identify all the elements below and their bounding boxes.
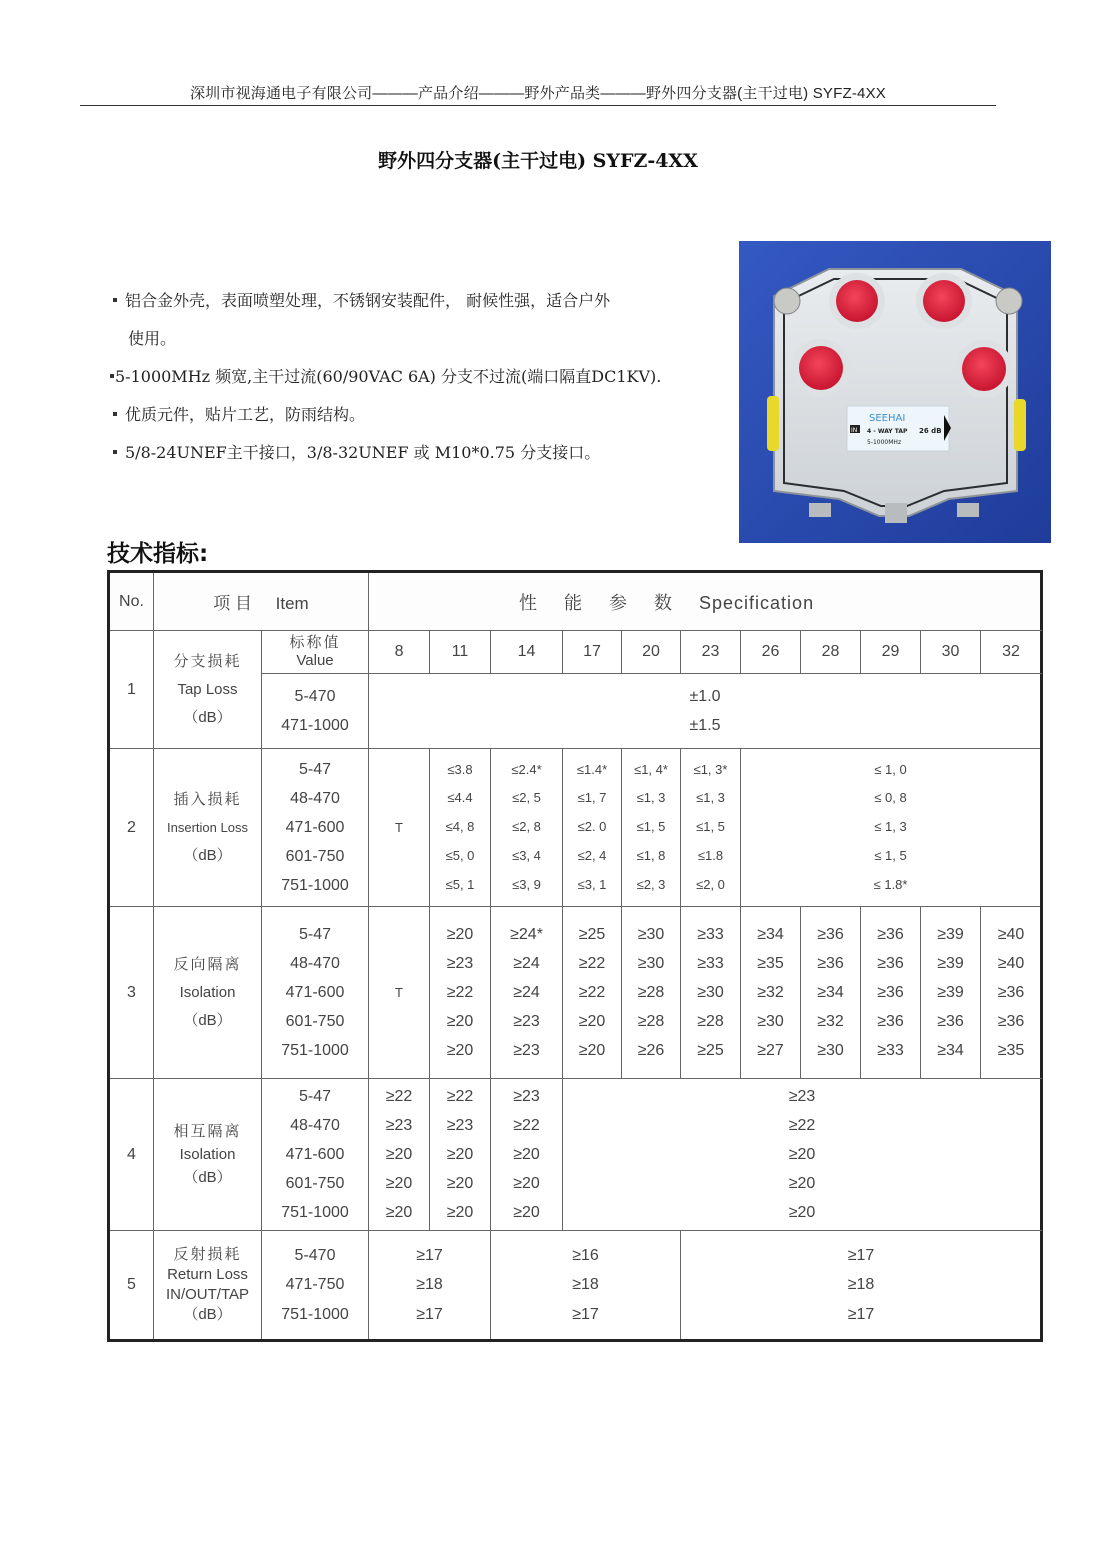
value-cell bbox=[491, 749, 563, 907]
value-header: 26 bbox=[741, 631, 801, 674]
header-spec-char: 数 bbox=[654, 592, 674, 613]
value-header: 20 bbox=[622, 631, 681, 674]
cell-line: ≥36 bbox=[817, 926, 844, 943]
cell-line: ≥23 bbox=[788, 1088, 816, 1105]
cell-line: ≥24 bbox=[513, 984, 540, 1001]
row-name bbox=[154, 749, 262, 907]
feature-item bbox=[110, 396, 730, 434]
cell-line: ≥30 bbox=[757, 1013, 784, 1030]
cell-line: 48-470 bbox=[290, 790, 340, 807]
cell-line: 751-1000 bbox=[281, 1305, 349, 1323]
cell-line: ≤1, 3 bbox=[696, 790, 725, 806]
cell-line: ≤ 1, 5 bbox=[874, 847, 907, 863]
group-value-cell bbox=[491, 1231, 681, 1341]
cell-line: ≥23 bbox=[513, 1088, 540, 1105]
value-cell bbox=[563, 749, 622, 907]
cell-line: ≥39 bbox=[937, 926, 964, 943]
row-name-cn: 反向隔离 bbox=[173, 955, 242, 973]
header-item-en: Item bbox=[275, 594, 309, 613]
cell-line: ≥20 bbox=[446, 1175, 474, 1192]
header-rule bbox=[80, 105, 996, 106]
cell-line: ≥20 bbox=[513, 1146, 540, 1163]
value-header: 30 bbox=[921, 631, 981, 674]
value-cell bbox=[369, 1079, 430, 1231]
value-cell bbox=[491, 907, 563, 1079]
cell-line: ≥22 bbox=[446, 1088, 474, 1105]
cell-line: ≥20 bbox=[446, 1013, 474, 1030]
running-header: 深圳市视海通电子有限公司———产品介绍———野外产品类———野外四分支器(主干过电) SYFZ-4XX bbox=[189, 85, 887, 102]
cell-line: ≥36 bbox=[877, 984, 904, 1001]
cell-line: ≥22 bbox=[446, 984, 474, 1001]
photo-model: 4 - WAY TAP bbox=[867, 428, 908, 435]
cell-line: ≥33 bbox=[877, 1042, 904, 1059]
row-name-en: Isolation bbox=[179, 983, 236, 1001]
cell-line: 601-750 bbox=[285, 1013, 345, 1030]
cell-line: ≤3, 4 bbox=[512, 847, 541, 863]
cell-line: ≤2, 0 bbox=[696, 876, 725, 892]
row-name bbox=[154, 1231, 262, 1341]
nominal-cn: 标称值 bbox=[289, 634, 341, 651]
header-no: No. bbox=[109, 572, 154, 631]
value-cell bbox=[681, 907, 741, 1079]
cell-line: ≥22 bbox=[385, 1088, 413, 1105]
cell-line: ≥36 bbox=[877, 1013, 904, 1030]
row-unit: （dB） bbox=[183, 846, 232, 864]
table-row bbox=[109, 749, 1042, 907]
cell-line: ≥17 bbox=[416, 1305, 443, 1323]
value: ±1.0 bbox=[689, 688, 721, 705]
cell-line: ≥20 bbox=[385, 1175, 413, 1192]
cell-line: 751-1000 bbox=[281, 1042, 349, 1059]
range: 5-470 bbox=[294, 688, 336, 705]
value-header: 28 bbox=[801, 631, 861, 674]
header-spec-en: Specification bbox=[699, 592, 815, 613]
cell-line: ≥36 bbox=[937, 1013, 964, 1030]
range-cell bbox=[262, 1231, 369, 1341]
cell-line: 48-470 bbox=[290, 955, 340, 972]
cell-line: ≥20 bbox=[578, 1042, 606, 1059]
header-specification bbox=[369, 572, 1042, 631]
cell-line: 751-1000 bbox=[281, 1204, 349, 1221]
cell-line: ≥22 bbox=[513, 1117, 540, 1134]
cell-line: ≤1.4* bbox=[576, 761, 608, 777]
nominal-en: Value bbox=[296, 652, 334, 669]
value-cell: T bbox=[369, 749, 430, 907]
bullet-icon bbox=[113, 412, 117, 416]
cell-line: 5-47 bbox=[298, 761, 332, 778]
cell-line: ≥20 bbox=[446, 1042, 474, 1059]
cell-line: ≥33 bbox=[697, 926, 724, 943]
merged-value-cell bbox=[741, 749, 1042, 907]
cell-line: 471-750 bbox=[285, 1276, 345, 1294]
cell-line: ≥23 bbox=[513, 1042, 540, 1059]
value-cell bbox=[801, 907, 861, 1079]
cell-line: ≥30 bbox=[637, 926, 665, 943]
cell-line: ≥24* bbox=[510, 926, 543, 943]
cell-line: ≥20 bbox=[788, 1175, 816, 1192]
cell-line: ≥20 bbox=[446, 1146, 474, 1163]
cell-line: 601-750 bbox=[285, 1175, 345, 1192]
range-cell bbox=[262, 907, 369, 1079]
feature-text: 5-1000MHz 频宽,主干过流(60/90VAC 6A) 分支不过流(端口隔直DC1KV). bbox=[115, 367, 662, 386]
cell-line: ≥36 bbox=[877, 926, 904, 943]
feature-text: 优质元件，贴片工艺，防雨结构。 bbox=[125, 405, 366, 424]
row-number: 5 bbox=[109, 1231, 154, 1341]
table-row-values bbox=[109, 631, 1042, 674]
cell-line: ≥20 bbox=[788, 1146, 816, 1163]
value-cell bbox=[430, 907, 491, 1079]
cell-line: ≥34 bbox=[937, 1042, 964, 1059]
value-cell bbox=[861, 907, 921, 1079]
cell-line: ≤5, 0 bbox=[445, 847, 475, 863]
cell-line: ≥39 bbox=[937, 984, 964, 1001]
value-cell bbox=[921, 907, 981, 1079]
cell-line: 751-1000 bbox=[281, 877, 349, 894]
bullet-icon bbox=[113, 450, 117, 454]
cell-line: ≥22 bbox=[578, 984, 606, 1001]
cell-line: ≤2. 0 bbox=[577, 819, 607, 835]
cell-line: ≤5, 1 bbox=[445, 876, 475, 892]
cell-line: ≥20 bbox=[446, 926, 474, 943]
cell-line: ≥35 bbox=[997, 1042, 1025, 1059]
cell-line: ≤ 1, 3 bbox=[874, 819, 907, 835]
cell-line: ≥28 bbox=[637, 1013, 665, 1030]
row-name-en: Tap Loss bbox=[177, 680, 238, 698]
row-unit: （dB） bbox=[183, 1169, 232, 1186]
cell-line: ≤1, 5 bbox=[636, 819, 666, 835]
cell-line: ≥20 bbox=[513, 1175, 540, 1192]
product-photo bbox=[739, 241, 1051, 543]
row-unit: （dB） bbox=[183, 1306, 232, 1323]
row-name-en-ports: IN/OUT/TAP bbox=[165, 1286, 250, 1303]
cell-line: ≥39 bbox=[937, 955, 964, 972]
cell-line: ≥22 bbox=[578, 955, 606, 972]
cell-line: ≥34 bbox=[757, 926, 784, 943]
cell-line: ≥22 bbox=[788, 1117, 816, 1134]
table-header-row bbox=[109, 572, 1042, 631]
cell-line: 471-600 bbox=[285, 819, 345, 836]
value-header: 17 bbox=[563, 631, 622, 674]
table-row bbox=[109, 1079, 1042, 1231]
cell-line: ≥40 bbox=[997, 926, 1025, 943]
cell-line: ≥20 bbox=[385, 1146, 413, 1163]
row-number: 4 bbox=[109, 1079, 154, 1231]
value-cell bbox=[741, 907, 801, 1079]
value-header: 29 bbox=[861, 631, 921, 674]
feature-text: 使用。 bbox=[128, 329, 177, 348]
feature-item-continued bbox=[110, 320, 730, 358]
photo-in-label: IN bbox=[851, 427, 858, 434]
header-item-cn: 项 目 bbox=[213, 594, 253, 613]
merged-value-cell bbox=[563, 1079, 1042, 1231]
cell-line: ≥25 bbox=[697, 1042, 724, 1059]
value-cell bbox=[981, 907, 1042, 1079]
value-cell bbox=[622, 907, 681, 1079]
feature-text: 5/8-24UNEF主干接口，3/8-32UNEF 或 M10*0.75 分支接口。 bbox=[125, 443, 601, 462]
value-cell bbox=[430, 1079, 491, 1231]
cell-line: ≤4, 8 bbox=[445, 819, 475, 835]
cell-line: ≤3.8 bbox=[447, 761, 473, 777]
row-name-cn: 插入损耗 bbox=[173, 790, 242, 808]
bullet-icon bbox=[110, 374, 114, 378]
cell-line: ≥20 bbox=[385, 1204, 413, 1221]
cell-line: ≥20 bbox=[578, 1013, 606, 1030]
value-cell bbox=[622, 749, 681, 907]
cell-line: ≥34 bbox=[817, 984, 844, 1001]
cell-line: ≥35 bbox=[757, 955, 784, 972]
range: 471-1000 bbox=[281, 717, 349, 734]
row-number: 3 bbox=[109, 907, 154, 1079]
cell-line: ≥20 bbox=[788, 1204, 816, 1221]
cell-line: ≥27 bbox=[757, 1042, 784, 1059]
cell-line: ≥30 bbox=[817, 1042, 844, 1059]
value-header: 32 bbox=[981, 631, 1042, 674]
row-name-cn: 相互隔离 bbox=[173, 1123, 242, 1140]
cell-line: 48-470 bbox=[290, 1117, 340, 1134]
row-name-cn: 分支损耗 bbox=[173, 652, 242, 670]
cell-line: ≤2.4* bbox=[511, 761, 542, 777]
cell-line: ≥23 bbox=[513, 1013, 540, 1030]
cell-line: ≤2, 3 bbox=[636, 876, 666, 892]
cell-line: ≥32 bbox=[757, 984, 784, 1001]
row-name bbox=[154, 631, 262, 749]
cell-line: ≥23 bbox=[446, 1117, 474, 1134]
cell-line: ≥33 bbox=[697, 955, 724, 972]
photo-band: 5-1000MHz bbox=[867, 439, 902, 446]
value-header: 14 bbox=[491, 631, 563, 674]
table-row bbox=[109, 1231, 1042, 1341]
cell-line: ≥36 bbox=[817, 955, 844, 972]
header-item bbox=[154, 572, 369, 631]
cell-line: ≥17 bbox=[572, 1305, 599, 1323]
cell-line: ≤2, 4 bbox=[577, 847, 607, 863]
cell-line: 5-470 bbox=[294, 1246, 336, 1264]
row-unit: （dB） bbox=[183, 708, 232, 726]
header-spec-char: 参 bbox=[609, 592, 629, 613]
cell-line: ≥36 bbox=[997, 984, 1025, 1001]
row-name-cn: 反射损耗 bbox=[173, 1246, 242, 1263]
value-cell bbox=[430, 749, 491, 907]
range-cell bbox=[262, 1079, 369, 1231]
cell-line: ≥36 bbox=[997, 1013, 1025, 1030]
cell-line: ≥17 bbox=[847, 1246, 875, 1264]
value-header: 8 bbox=[369, 631, 430, 674]
cell-line: ≥32 bbox=[817, 1013, 844, 1030]
value-cell bbox=[563, 907, 622, 1079]
spec-table bbox=[107, 570, 1043, 1342]
row-number: 2 bbox=[109, 749, 154, 907]
row-unit: （dB） bbox=[183, 1011, 232, 1029]
cell-line: ≤1, 5 bbox=[696, 819, 725, 835]
range-cell bbox=[262, 674, 369, 749]
feature-item bbox=[110, 282, 730, 320]
value: ±1.5 bbox=[689, 717, 721, 734]
cell-line: ≤2, 8 bbox=[512, 819, 541, 835]
photo-brand: SEEHAI bbox=[869, 413, 906, 424]
cell-line: ≥18 bbox=[416, 1276, 443, 1294]
value-header: 23 bbox=[681, 631, 741, 674]
value-cell bbox=[491, 1079, 563, 1231]
feature-item bbox=[110, 434, 730, 472]
merged-value-cell bbox=[369, 674, 1042, 749]
document-title: 野外四分支器(主干过电) SYFZ-4XX bbox=[378, 150, 698, 172]
table-row bbox=[109, 907, 1042, 1079]
cell-line: ≥30 bbox=[697, 984, 724, 1001]
value-header: 11 bbox=[430, 631, 491, 674]
cell-line: ≤1, 7 bbox=[577, 790, 607, 806]
group-value-cell bbox=[681, 1231, 1042, 1341]
value-cell bbox=[681, 749, 741, 907]
photo-value: 26 dB bbox=[919, 427, 942, 435]
cell-line: ≤1, 3 bbox=[636, 790, 666, 806]
cell-line: ≥40 bbox=[997, 955, 1025, 972]
feature-text: 铝合金外壳，表面喷塑处理，不锈钢安装配件， 耐候性强，适合户外 bbox=[125, 291, 611, 310]
row-name-en: Return Loss bbox=[167, 1266, 248, 1283]
cell-line: ≥28 bbox=[637, 984, 665, 1001]
cell-line: ≥18 bbox=[847, 1276, 875, 1294]
row-name bbox=[154, 1079, 262, 1231]
cell-line: ≥28 bbox=[697, 1013, 724, 1030]
cell-line: 471-600 bbox=[285, 984, 345, 1001]
section-title: 技术指标: bbox=[107, 541, 209, 567]
row-name-en: Insertion Loss bbox=[167, 819, 248, 835]
cell-line: ≥36 bbox=[877, 955, 904, 972]
nominal-label bbox=[262, 631, 369, 674]
row-name bbox=[154, 907, 262, 1079]
cell-line: ≥25 bbox=[578, 926, 606, 943]
header-spec-char: 能 bbox=[564, 592, 584, 613]
cell-line: ≤1, 3* bbox=[693, 761, 728, 777]
cell-line: 471-600 bbox=[285, 1146, 345, 1163]
cell-line: ≤1, 8 bbox=[636, 847, 666, 863]
cell-line: ≥17 bbox=[416, 1246, 443, 1264]
cell-line: ≤ 1.8* bbox=[873, 876, 908, 892]
cell-line: ≥23 bbox=[446, 955, 474, 972]
cell-line: ≥26 bbox=[637, 1042, 665, 1059]
cell-line: ≤2, 5 bbox=[512, 790, 541, 806]
cell-line: ≥24 bbox=[513, 955, 540, 972]
cell-line: ≥30 bbox=[637, 955, 665, 972]
row-number: 1 bbox=[109, 631, 154, 749]
cell-line: ≤1.8 bbox=[697, 847, 724, 863]
cell-line: ≥17 bbox=[847, 1305, 875, 1323]
cell-line: ≥20 bbox=[513, 1204, 540, 1221]
feature-item bbox=[110, 358, 730, 396]
range-cell bbox=[262, 749, 369, 907]
cell-line: 5-47 bbox=[298, 926, 332, 943]
cell-line: ≤1, 4* bbox=[634, 761, 668, 777]
cell-line: ≤3, 1 bbox=[577, 876, 607, 892]
cell-line: ≥23 bbox=[385, 1117, 413, 1134]
cell-line: ≤4.4 bbox=[447, 790, 473, 806]
row-name-en: Isolation bbox=[179, 1146, 236, 1163]
cell-line: ≥18 bbox=[572, 1276, 599, 1294]
group-value-cell bbox=[369, 1231, 491, 1341]
feature-list bbox=[110, 282, 730, 472]
cell-line: 5-47 bbox=[298, 1088, 332, 1105]
cell-line: ≤ 1, 0 bbox=[874, 761, 907, 777]
value-cell: T bbox=[369, 907, 430, 1079]
header-spec-char: 性 bbox=[519, 592, 539, 613]
bullet-icon bbox=[113, 298, 117, 302]
cell-line: ≤ 0, 8 bbox=[874, 790, 907, 806]
cell-line: ≥20 bbox=[446, 1204, 474, 1221]
cell-line: ≥16 bbox=[572, 1246, 599, 1264]
cell-line: 601-750 bbox=[285, 848, 345, 865]
cell-line: ≤3, 9 bbox=[512, 876, 541, 892]
